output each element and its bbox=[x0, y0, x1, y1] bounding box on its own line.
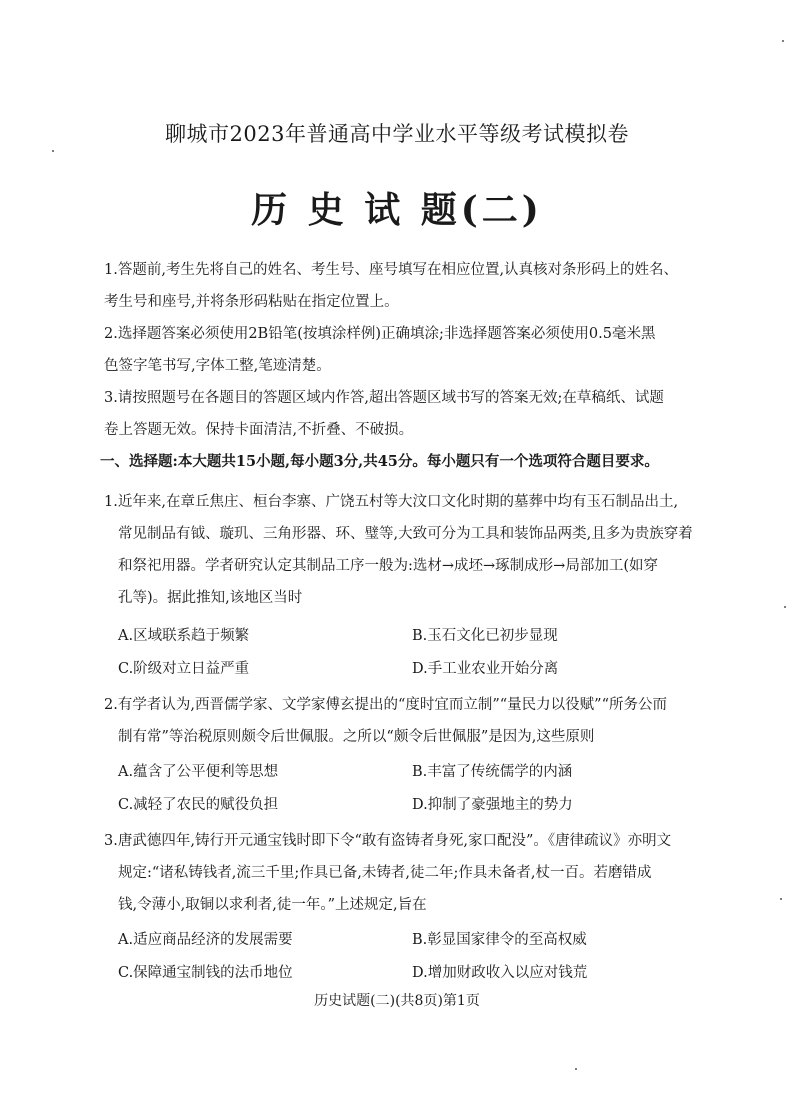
question-stem-line: 3.唐武德四年,铸行开元通宝钱时即下令“敢有盗铸者身死,家口配没”。《唐律疏议》亦明文 bbox=[104, 833, 672, 849]
option-d: D.手工业农业开始分离 bbox=[412, 661, 559, 677]
instruction-line: 3.请按照题号在各题目的答题区域内作答,超出答题区域书写的答案无效;在草稿纸、试题 bbox=[104, 390, 664, 406]
question-1-options bbox=[118, 620, 718, 686]
option-c: C.减轻了农民的赋役负担 bbox=[118, 797, 279, 813]
instructions bbox=[100, 254, 724, 478]
instruction-line: 色签字笔书写,字体工整,笔迹清楚。 bbox=[104, 358, 331, 374]
instruction-line: 卷上答题无效。保持卡面清洁,不折叠、不破损。 bbox=[104, 422, 414, 438]
question-2-options bbox=[118, 756, 718, 822]
option-d: D.增加财政收入以应对钱荒 bbox=[412, 965, 588, 981]
question-3-options bbox=[118, 924, 718, 990]
scan-speck bbox=[52, 150, 54, 152]
instruction-line: 2.选择题答案必须使用2B铅笔(按填涂样例)正确填涂;非选择题答案必须使用0.5毫米黑 bbox=[104, 326, 656, 342]
option-b: B.玉石文化已初步显现 bbox=[412, 628, 558, 644]
question-stem-line: 常见制品有钺、璇玑、三角形器、环、璧等,大致可分为工具和装饰品两类,且多为贵族穿着 bbox=[118, 526, 693, 542]
option-c: C.保障通宝制钱的法币地位 bbox=[118, 965, 293, 981]
question-2 bbox=[104, 689, 724, 753]
subject-title: 历 史 试 题(二) bbox=[251, 189, 543, 231]
question-stem-line: 和祭祀用器。学者研究认定其制品工序一般为:选材→成坯→琢制成形→局部加工(如穿 bbox=[118, 558, 658, 574]
option-d: D.抑制了豪强地主的势力 bbox=[412, 797, 573, 813]
question-stem-line: 2.有学者认为,西晋儒学家、文学家傅玄提出的“度时宜而立制”“量民力以役赋”“所务公而 bbox=[104, 697, 668, 713]
option-a: A.蕴含了公平便利等思想 bbox=[118, 764, 279, 780]
instruction-line: 1.答题前,考生先将自己的姓名、考生号、座号填写在相应位置,认真核对条形码上的姓名、 bbox=[104, 262, 679, 278]
question-1 bbox=[104, 486, 724, 614]
scan-speck bbox=[575, 1068, 577, 1070]
question-3 bbox=[104, 825, 724, 921]
option-a: A.区域联系趋于频繁 bbox=[118, 628, 250, 644]
option-c: C.阶级对立日益严重 bbox=[118, 661, 250, 677]
page-footer: 历史试题(二)(共8页)第1页 bbox=[314, 993, 480, 1009]
question-stem-line: 孔等)。据此推知,该地区当时 bbox=[118, 590, 303, 606]
section-heading: 一、选择题:本大题共15小题,每小题3分,共45分。每小题只有一个选项符合题目要求。 bbox=[100, 453, 659, 470]
question-stem-line: 1.近年来,在章丘焦庄、桓台李寨、广饶五村等大汶口文化时期的墓葬中均有玉石制品出土, bbox=[104, 494, 679, 510]
option-b: B.丰富了传统儒学的内涵 bbox=[412, 764, 573, 780]
instruction-line: 考生号和座号,并将条形码粘贴在指定位置上。 bbox=[104, 294, 399, 310]
exam-title: 聊城市2023年普通高中学业水平等级考试模拟卷 bbox=[165, 122, 629, 146]
scan-speck bbox=[784, 606, 786, 608]
option-a: A.适应商品经济的发展需要 bbox=[118, 932, 293, 948]
scan-speck bbox=[780, 898, 782, 900]
question-stem-line: 钱,令薄小,取铜以求利者,徒一年。”上述规定,旨在 bbox=[118, 897, 427, 913]
scan-speck bbox=[782, 40, 784, 42]
option-b: B.彰显国家律令的至高权威 bbox=[412, 932, 587, 948]
question-stem-line: 规定:“诸私铸钱者,流三千里;作具已备,未铸者,徒二年;作具未备者,杖一百。若磨错成 bbox=[118, 865, 652, 881]
question-stem-line: 制有常”等治税原则颇令后世佩服。之所以“颇令后世佩服”是因为,这些原则 bbox=[118, 729, 595, 745]
